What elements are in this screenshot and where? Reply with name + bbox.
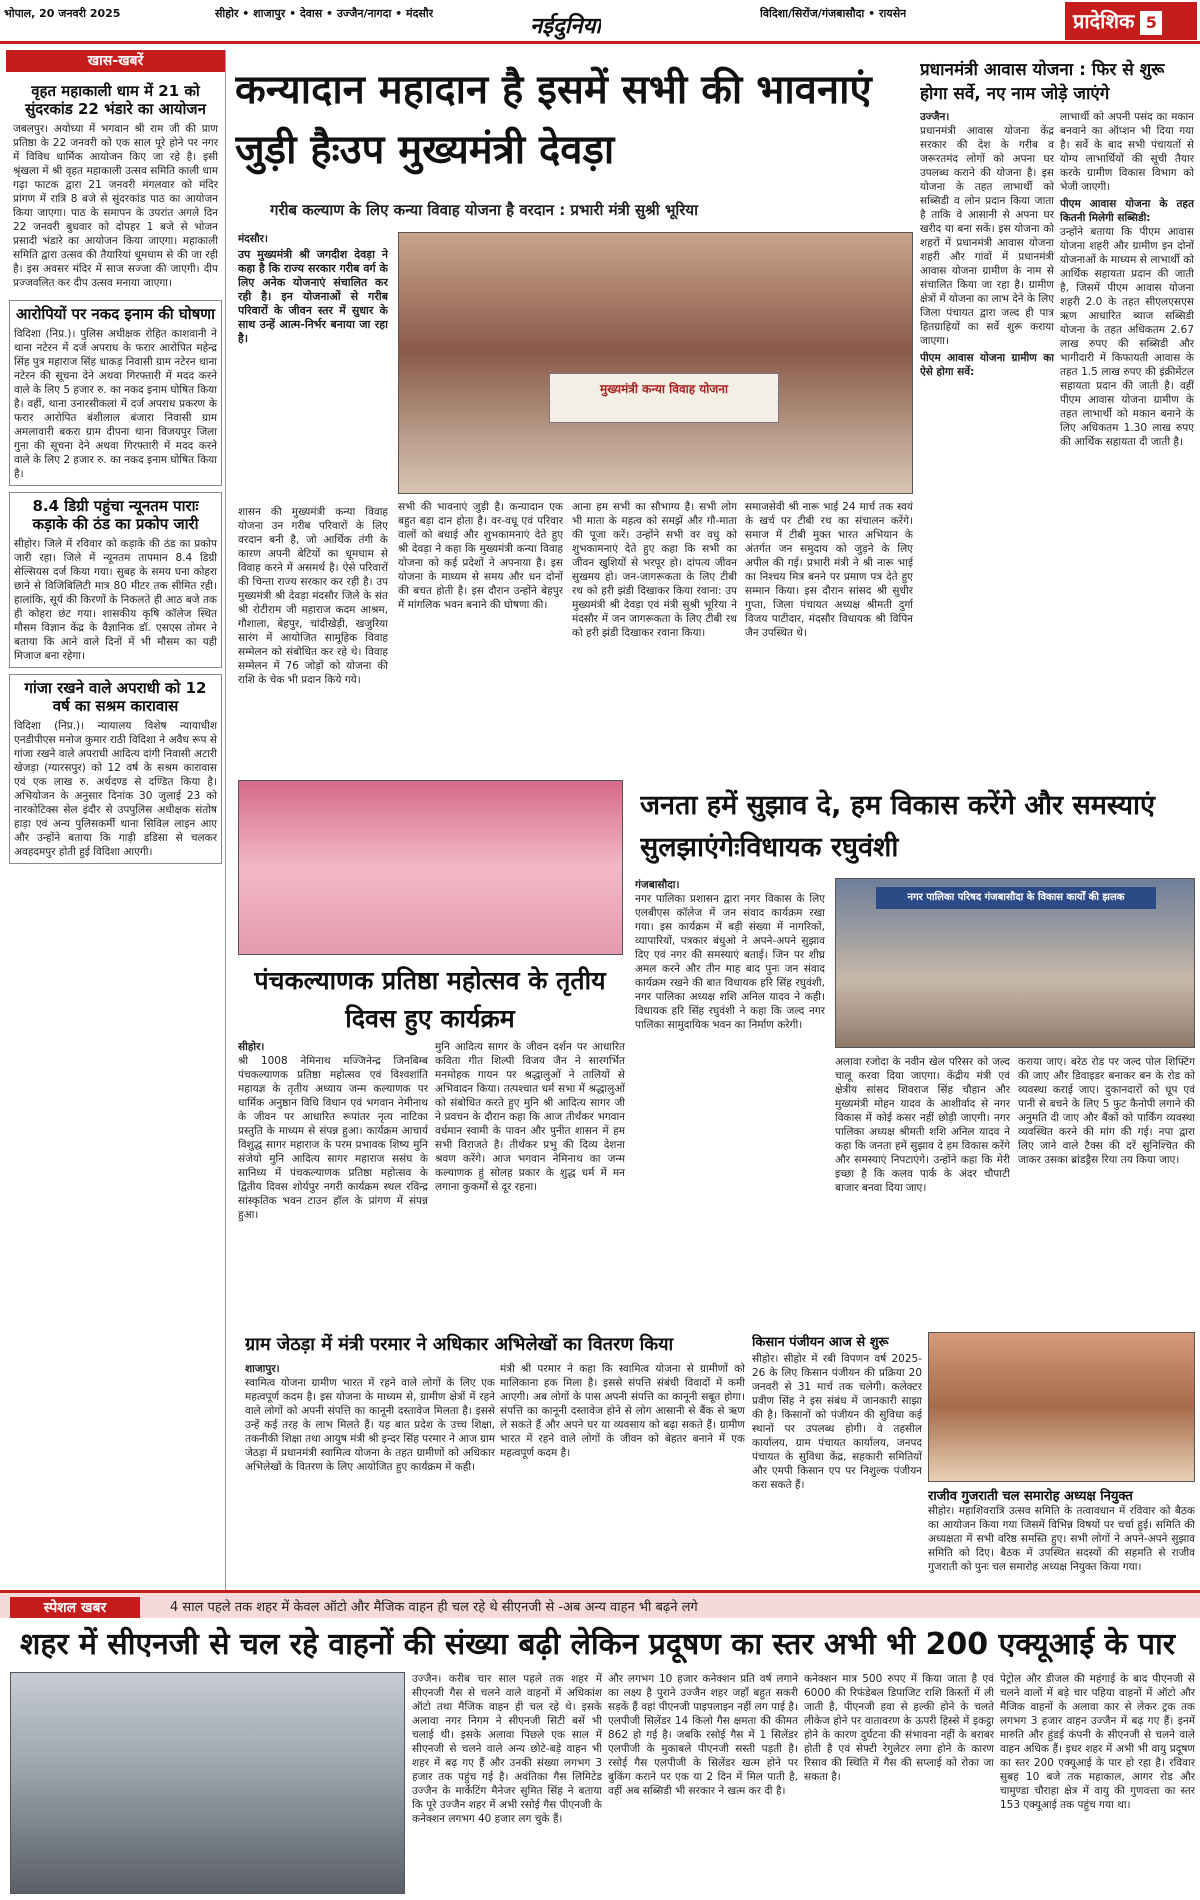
newspaper-logo: नईदुनिया — [530, 14, 602, 39]
lead-body-2: सभी की भावनाएं जुड़ी है। कन्यादान एक बहुत बड़ा दान होता है। वर-वधू एवं परिवार वालों को बधाई और शुभकामनाएं देते हुए श्री देवड़ा ने कहा कि मुख्यमंत्री कन्या विवाह योजना को कई प्रदेशों ने अपनाया है। इस योजना के माध्यम से समय और धन दोनों की बचत होती है। इस दौरान उन्होंने बेहपुर में मांगलिक भवन बनाने की घोषणा की। — [398, 501, 563, 611]
story-box — [9, 78, 222, 294]
janta-banner: नगर पालिका परिषद गंजबासौदा के विकास कार्यों की झलक — [876, 887, 1156, 909]
janta-headline: जनता हमें सुझाव दे, हम विकास करेंगे और समस्याएं सुलझाएंगेःविधायक रघुवंशी — [640, 790, 1155, 863]
section-name: प्रादेशिक — [1073, 9, 1135, 33]
story-body: विदिशा (निप्र.)। न्यायालय विशेष न्यायाधीश एनडीपीएस मनोज कुमार राठी विदिशा ने अवैध रूप से गांजा रखने वाले अपराधी आदित्य दांगी निवासी अटारी खेजड़ा (ग्यारसपुर) को 12 वर्ष के सश्रम कारावास एवं एक लाख रु. अर्थदण्ड से दण्डित किया है। अभियोजन के अनुसार दिनांक 30 जुलाई 23 को नारकोटिक्स सेल इंदौर से उपपुलिस अधीक्षक संतोष हाड़ा एवं अन्य पुलिसकर्मी थाना सिविल लाइन आए और उन्होंने बताया कि गाड़ी डडिसा से चलकर अवहदमपुर होती हुई विदिशा आएगी। — [14, 720, 217, 858]
story-box — [9, 674, 222, 864]
lead-dateline: मंदसौर। — [238, 233, 268, 245]
rajiv-photo — [928, 1332, 1195, 1482]
panch-text-1: श्री 1008 नेमिनाथ मज्जिनेन्द्र जिनबिम्ब पंचकल्याणक प्रतिष्ठा महोत्सव एवं विश्वशांति महायज्ञ के तृतीय अध्याय जन्म कल्याणक पर धार्मिक अनुष्ठान विधि विधान एवं भगवान नेमीनाथ के जीवन पर आधारित रूपांतर नृत्य नाटिका प्रस्तुति के माध्यम से संपन्न हुआ। कार्यक्रम आचार्य विशुद्ध सागर महाराज के परम प्रभावक शिष्य मुनि संजेयो मुनि आदित्य सागर महाराज ससंघ के सानिध्य में पंचकल्याणक प्रतिष्ठा महोत्सव के द्वितीय दिवस शोर्यपुर नगरी कार्यक्रम स्थल रविन्द्र सांस्कृतिक भवन टाउन हॉल के प्रांगण में संपन्न हुआ। — [238, 1055, 428, 1221]
lead-intro-block — [238, 232, 388, 502]
gram-dateline: शाजापुर। — [245, 1363, 280, 1375]
story-title: आरोपियों पर नकद इनाम की घोषणा — [15, 305, 216, 323]
section-tab — [1065, 2, 1197, 40]
special-body-3: कनेक्शन मात्र 500 रुपए में किया जाता है एवं 6000 की रिफंडेबल डिपाजिट राशि किस्तों में ली जाती है, पीएनजी हवा से हल्की होने के चलते लीकेज होने पर वातावरण के ऊपरी हिस्से में इकट्ठा होने के कारण दुर्घटना की संभावना नहीं के बराबर होती है एवं सेफ्टी रेगुलेटर लगा होने के कारण रिसाव की स्थिति में गैस की सप्लाई को रोका जा सकता है। — [804, 1673, 994, 1783]
edition-date: भोपाल, 20 जनवरी 2025 — [4, 7, 121, 20]
panch-body-1 — [238, 1040, 428, 1330]
awas-subhead-1: पीएम आवास योजना ग्रामीण का ऐसे होगा सर्वे: — [920, 352, 1054, 378]
lead-headline: कन्यादान महादान है इसमें सभी की भावनाएं जुड़ी हैःउप मुख्यमंत्री देवड़ा — [235, 67, 872, 173]
lead-photo — [398, 232, 913, 494]
left-column — [6, 50, 226, 1590]
gram-body-1 — [245, 1362, 495, 1584]
story-box — [9, 300, 222, 486]
janta-dateline: गंजबासौदा। — [635, 879, 680, 891]
story-body: जबलपुर। अयोध्या में भगवान श्री राम जी की प्राण प्रतिष्ठा के 22 जनवरी को एक साल पूरे होने पर नगर में विविध धार्मिक आयोजन किए जा रहे है। इसी श्रृंखला में श्री वृहत महाकाली उत्सव समिति काली धाम गढ़ा फाटक द्वारा 21 जनवरी मंगलवार को मंदिर प्रांगण में रात्रि 8 बजे से सुंदरकांड पाठ का आयोजन किया जाएगा। पाठ के समापन के उपरांत अगले दिन 22 जनवरी बुधवार को दोपहर 1 बजे से भोजन प्रसादी भंडारे का आयोजन किया जाएगा। महाकाली समिति द्वारा उत्सव की तैयारियां धूमधाम से की जा रही है। इस अवसर मंदिर में साज सज्जा की जाएगी। दीप प्रज्जवलित कर दीप उत्सव मनाया जाएगा। — [13, 123, 218, 289]
cng-photo — [10, 1672, 405, 1894]
gram-text-1: स्वामित्व योजना ग्रामीण भारत में रहने वाले लोगों के लिए एक महत्वपूर्ण कदम है। इस योजना के माध्यम से, ग्रामीण क्षेत्रों में रहने वाले लोगों को अपनी संपत्ति का कानूनी दस्तावेज मिलता है। इससे उन्हें कई तरह के लाभ मिलते हैं। यह बात प्रदेश के उच्च शिक्षा, तकनीकी शिक्षा तथा आयुष मंत्री श्री इन्दर सिंह परमार ने आज ग्राम जेठड़ा में प्रधानमंत्री स्वामित्व योजना के तहत ग्रामीणों को अधिकार अभिलेखों के वितरण के लिए आयोजित हुए कार्यक्रम में कही। — [245, 1377, 495, 1473]
gram-body-2: मंत्री श्री परमार ने कहा कि स्वामित्व योजना से ग्रामीणों को मालिकाना हक मिला है। इससे संपत्ति संबंधी विवादों में कमी आएगी। अब लोगों के पास अपनी संपत्ति का कानूनी सबूत होगा। संपत्ति का कानूनी दस्तावेज होने से लोग आसानी से बैंक से ऋण ले सकते हैं और अपने घर या व्यवसाय को बढ़ा सकते हैं। ग्रामीण भारत में रहने वाले लोगों के जीवन को बेहतर बनाने में एक महत्वपूर्ण कदम है। — [500, 1363, 745, 1459]
janta-body-2: अलावा रजोदा के नवीन खेल परिसर को जल्द चालू करवा दिया जाएगा। केंद्रीय मंत्री एवं क्षेत्रीय सांसद शिवराज सिंह चौहान और मुख्यमंत्री मोहन यादव के आशीर्वाद से नगर विकास में कोई कसर नहीं छोड़ी जाएगी। नगर पालिका अध्यक्ष श्रीमती शशि अनिल यादव ने कहा कि जनता हमें सुझाव दे हम विकास करेंगे और समस्याएं निपटाएंगे। उन्होंने कहा कि मेरी इच्छा है कि कलव पार्क के अंदर चौपाटी बाजार बनवा दिया जाए। — [835, 1056, 1010, 1194]
story-body: सीहोर। जिले में रविवार को कड़ाके की ठंड का प्रकोप जारी रहा। जिले में न्यूनतम तापमान 8.4 डिग्री सेल्सियस दर्ज किया गया। सुबह के समय घना कोहरा छाने से विजिबिलिटी मात्र 80 मीटर तक सीमित रही। हालांकि, सूर्य की किरणों के निकलते ही आठ बजे तक ही कोहरा छंट गया। शासकीय कृषि कॉलेज स्थित मौसम विज्ञान केंद्र के वैज्ञानिक डॉ. एसएस तोमर ने बताया कि आने वाले दिनों में भी मौसम का यही मिजाज बना रहेगा। — [14, 538, 217, 662]
story-title: गांजा रखने वाले अपराधी को 12 वर्ष का सश्रम कारावास — [24, 679, 207, 715]
lead-body-3: आना हम सभी का सौभाग्य है। सभी लोग भी माता के महत्व को समझें और गौ-माता की पूजा करें। उन्होंने सभी वर वधु को शुभकामनाएं देते हुए कहा कि सभी का जीवन खुशियों से भरपूर हो। दांपत्य जीवन सुखमय हो। जन-जागरूकता के लिए टीबी रथ को हरी झंडी दिखाकर किया रवाना: उप मुख्यमंत्री श्री देवड़ा एवं मंत्री सुश्री भूरिया ने मंदसौर में जन जागरूकता के लिए टीबी रथ को हरी झंडी दिखाकर रवाना किया। — [572, 501, 737, 639]
special-tag: स्पेशल खबर — [10, 1597, 140, 1618]
story-body: विदिशा (निप्र.)। पुलिस अधीक्षक रोहित काशवानी ने थाना नटेरन में दर्ज अपराध के फरार आरोपित महेन्द्र सिंह पुत्र महाराज सिंह धाकड़ निवासी ग्राम नटेरन थाना नटेरन की सूचना देने अथवा गिरफ्तारी में मदद करने वाले के लिए 5 हजार रु. का नकद इनाम घोषित किया है। वहीं, थाना उनारसीकलां में दर्ज अपराध प्रकरण के फरार आरोपित बंशीलाल बंजारा निवासी ग्राम अमलावारी बकरा ग्राम दीपना थाना विजयपुर जिला गुना की सूचना देने अथवा गिरफ्तारी में मदद करने वाले के लिए 2 हजार रु. का नकद इनाम घोषित किया है। — [14, 328, 217, 480]
khaas-khabren-tag: खास-खबरें — [6, 50, 225, 72]
story-title: 8.4 डिग्री पहुंचा न्यूनतम पाराः कड़ाके की ठंड का प्रकोप जारी — [32, 497, 199, 533]
awas-headline: प्रधानमंत्री आवास योजना : फिर से शुरू होगा सर्वे, नए नाम जोड़े जाएंगे — [920, 60, 1165, 104]
kisan-headline: किसान पंजीयन आज से शुरू — [752, 1335, 889, 1350]
awas-body-3: उन्होंने बताया कि पीएम आवास योजना शहरी और ग्रामीण इन दोनों योजनाओं के माध्यम से लाभार्थी को आर्थिक सहायता प्रदान की जाती है, जिसमें पीएम आवास योजना शहरी 2.0 के तहत सीएलएसएस ऋण आधारित ब्याज सब्सिडी योजना के तहत अधिकतम 2.67 लाख रुपए की सब्सिडी और भागीदारी में किफायती आवास के तहत 1.5 लाख रुपए की इंक्रीमेंटल सहायता प्रदान की जाती है। वहीं पीएम आवास योजना ग्रामीण के तहत लाभार्थी को मकान बनाने के लिए अधिकतम 1.30 लाख रुपए की आर्थिक सहायता दी जाती है। — [1060, 226, 1194, 448]
edition-cities-right: विदिशा/सिरोंज/गंजबासौदा • रायसेन — [760, 7, 907, 20]
cheque-board: मुख्यमंत्री कन्या विवाह योजना — [549, 373, 779, 423]
lead-body-1: शासन की मुख्यमंत्री कन्या विवाह योजना उन गरीब परिवारों के लिए वरदान बनी है, जो आर्थिक तंगी के कारण अपनी बेटियों का धूमधाम से विवाह करने में असमर्थ है। ऐसे परिवारों की चिन्ता राज्य सरकार कर रही है। उप मुख्यमंत्री श्री देवड़ा मंदसौर जिले के संत श्री रोटीराम जी महाराज कदम आश्रम, गौशाला, बेहपुर, चांदीखेड़ी, खजुरिया सारंग में आयोजित सामूहिक विवाह सम्मेलन को संबोधित कर रहे थे। विवाह सम्मेलन में 76 जोड़ों को योजना की राशि के चेक भी प्रदान किये गये। — [238, 506, 388, 686]
janta-text-1: नगर पालिका प्रशासन द्वारा नगर विकास के लिए एलबीएस कॉलेज में जन संवाद कार्यक्रम रखा गया। इस कार्यक्रम में बड़ी संख्या में नागरिकों, व्यापारियों, पत्रकार बंधुओ ने अपने-अपने सुझाव दिए एवं नगर की समस्याएं बताई। जिन पर शीघ्र अमल करने और तीन माह बाद पुनः जन संवाद कार्यक्रम रखने की बात विधायक हरि सिंह रघुवंशी, नगर पालिका अध्यक्ष शशि अनिल यादव ने कही। विधायक हरि सिंह रघुवंशी ने कहा कि जल्द नगर पालिका सामुदायिक भवन का निर्माण करेगी। — [635, 893, 825, 1031]
janta-body-1 — [635, 878, 825, 1326]
panch-dateline: सीहोर। — [238, 1041, 265, 1053]
special-strap: 4 साल पहले तक शहर में केवल ऑटो और मैजिक वाहन ही चल रहे थे सीएनजी से -अब अन्य वाहन भी बढ़ने लगे — [170, 1600, 698, 1615]
awas-story — [920, 110, 1195, 800]
lead-body-4: समाजसेवी श्री नारू भाई 24 मार्च तक स्वयं के खर्च पर टीबी रथ का संचालन करेंगे। समाज में टीबी मुक्त भारत अभियान के अंतर्गत जन समुदाय को जुड़ने के लिए अपील की गई। प्रभारी मंत्री ने श्री नारू भाई का निश्चय मित्र बनने पर प्रमाण पत्र देते हुए सम्मान किया। इस दौरान सांसद श्री सुधीर गुप्ता, जिला पंचायत अध्यक्ष श्रीमती दुर्गा विजय पाटीदार, मंदसौर विधायक श्री विपिन जैन उपस्थित थे। — [745, 501, 913, 639]
rajiv-headline: राजीव गुजराती चल समारोह अध्यक्ष नियुक्त — [928, 1489, 1133, 1504]
special-body-1: उज्जैन। करीब चार साल पहले तक शहर में सीएनजी गैस से चलने वाले वाहनों में अधिकांश ऑटो तथा मैजिक वाहन ही चल रहे थे। इसके अलावा नगर निगम ने सीएनजी सिटी बसें भी चलाई थी। इसके अलावा पिछले एक साल में सीएनजी से चलने वाले अन्य छोटे-बड़े वाहन भी शहर में बढ़ गए हैं और उनकी संख्या लगभग 3 हजार तक पहुंच गई है। अवंतिका गैस लिमिटेड उज्जैन के मार्केटिंग मैनेजर सुमित सिंह ने बताया कि पूरे उज्जैन शहर में अभी रसोई गैस पीएनजी के कनेक्शन लगभग 40 हजार लग चुके हैं। — [412, 1673, 602, 1825]
awas-subhead-2: पीएम आवास योजना के तहत कितनी मिलेगी सब्सिडी: — [1060, 198, 1194, 224]
rajiv-body: सीहोर। महाशिवरात्रि उत्सव समिति के तत्वावधान में रविवार को बैठक का आयोजन किया गया जिसमें विभिन्न विषयों पर चर्चा हुई। समिति की अध्यक्षता में सभी वरिष्ठ समस्ति हुए। सभी लोगों ने अपने-अपने सुझाव समिति को दिए। बैठक में उपस्थित सदस्यों की सहमति से राजीव गुजराती को पुनः चल समारोह अध्यक्ष नियुक्त किया गया। — [928, 1505, 1195, 1573]
special-body-2: और लगभग 10 हजार कनेक्शन प्रति वर्ष लगाने का लक्ष्य है पुराने उज्जैन शहर जहाँ बहुत सकरी सड़कें हैं वहां पीएनजी पाइपलाइन नहीं लग पाई है। एलपीजी सिलेंडर 14 किलो गैस क्षमता की कीमत 862 हो गई है। जबकि रसोई गैस में 1 सिलेंडर एलपीजी के मुकाबले पीएनजी सस्ती पड़ती है। रसोई गैस एलपीजी के सिलेंडर खत्म होने पर बुकिंग कराने पर एक या 2 दिन में मिल पाती है, वहीं अब सब्सिडी भी सरकार ने खत्म कर दी है। — [608, 1673, 798, 1797]
page-number: 5 — [1140, 11, 1162, 35]
panch-headline: पंचकल्याणक प्रतिष्ठा महोत्सव के तृतीय दिवस हुए कार्यक्रम — [254, 966, 606, 1033]
kisan-body: सीहोर। सीहोर में रबी विपणन वर्ष 2025-26 के लिए किसान पंजीयन की प्रक्रिया 20 जनवरी से 31 मार्च तक चलेगी। कलेक्टर प्रवीण सिंह ने इस संबंध में जानकारी साझा की है। किसानों को पंजीयन की सुविधा कई स्थानों पर उपलब्ध होगी। वे तहसील कार्यालय, ग्राम पंचायत कार्यालय, जनपद पंचायत के सुविधा केंद्र, सहकारी समितियों और एमपी किसान एप पर निशुल्क पंजीयन करा सकते हैं। — [752, 1353, 922, 1491]
janta-photo — [835, 878, 1195, 1048]
special-body-4: पेट्रोल और डीजल की महंगाई के बाद पीएनजी से चलने वालों में बड़े चार पहिया वाहनों में ऑटो और मैजिक वाहनों के अलावा कार से लेकर ट्रक तक लगभग 3 हजार वाहन उज्जैन में बढ़ गए हैं। इनमें मारुति और हुंडई कंपनी के सीएनजी से चलने वाले वाहन अधिक हैं। इधर शहर में अभी भी वायु प्रदूषण का स्तर 200 एक्यूआई के पार हो रहा है। रविवार सुबह 10 बजे तक महाकाल, आगर रोड और चामुण्डा चौराहा क्षेत्र में वायु की गुणवत्ता का स्तर 153 एक्यूआई तक पहुंच गया था। — [1000, 1673, 1195, 1811]
awas-body-1: प्रधानमंत्री आवास योजना केंद्र सरकार की देश के गरीब व जरूरतमंद लोगों को अपना घर उपलब्ध कराने की योजना है। इस योजना के तहत लाभार्थी को सब्सिडी व लोन प्रदान किया जाता है ताकि वे आसानी से अपना घर खरीद या बना सकें। इस योजना को शहरों में प्रधानमंत्री आवास योजना शहरी और गांवों में प्रधानमंत्री आवास योजना ग्रामीण के नाम से संचालित किया जा रहा है। ग्रामीण क्षेत्रों में योजना का लाभ देने के लिए जिला पंचायत द्वारा जल्द ही पात्र हितग्राहियों का सर्वे शुरू कराया जाएगा। — [920, 125, 1054, 347]
panch-photo — [238, 780, 623, 955]
story-title: वृहत महाकाली धाम में 21 को सुंदरकांड 22 भंडारे का आयोजन — [25, 82, 206, 118]
story-box — [9, 492, 222, 668]
janta-body-3: कराया जाए। बरेठ रोड पर जल्द पोल शिफ्टिंग की जाए और डिवाइडर बनाकर बन के रोड को व्यवस्था कराई जाए। दुकानदारों को धूप एवं पानी से बचने के लिए 5 फुट कैनोपी लगाने की अनुमति दी जाए और बैंकों को पार्किंग व्यवस्था व्यवस्थित करने की मांग की गई। नपा द्वारा लिए जाने वाले टैक्स की दरें सुनिश्चित की जाकर उसका ब्रांडड्रैस रिया तय किया जाए। — [1018, 1056, 1195, 1166]
awas-dateline: उज्जैन। — [920, 111, 950, 123]
awas-body-2: लाभार्थी को अपनी पसंद का मकान बनवाने का ऑप्शन भी दिया गया है। सर्वे के बाद सभी पंचायतों से योग्य लाभार्थियों की सूची तैयार करके ग्रामीण विकास विभाग को भेजी जाएगी। — [1060, 111, 1194, 193]
special-headline: शहर में सीएनजी से चल रहे वाहनों की संख्या बढ़ी लेकिन प्रदूषण का स्तर अभी भी 200 एक्यूआई के पार — [20, 1627, 1176, 1662]
special-bar — [0, 1590, 1200, 1618]
lead-intro: उप मुख्यमंत्री श्री जगदीश देवड़ा ने कहा है कि राज्य सरकार गरीब वर्ग के लिए अनेक योजनाएं संचालित कर रही है। इन योजनाओं से गरीब परिवारों के जीवन स्तर में सुधार के साथ उन्हें आत्म-निर्भर बनाया जा रहा है। — [238, 248, 388, 345]
edition-cities-left: सीहोर • शाजापुर • देवास • उज्जैन/नागदा • मंदसौर — [215, 7, 434, 20]
gram-headline: ग्राम जेठड़ा में मंत्री परमार ने अधिकार अभिलेखों का वितरण किया — [245, 1334, 674, 1355]
lead-subhead: गरीब कल्याण के लिए कन्या विवाह योजना है वरदान : प्रभारी मंत्री सुश्री भूरिया — [270, 201, 698, 219]
masthead-bar — [0, 0, 1200, 44]
panch-body-2: मुनि आदित्य सागर के जीवन दर्शन पर आधारित कविता गीत शिल्पी विजय जैन ने सारगर्भित मनमोहक गायन पर श्रद्धालुओं ने तालियों से अभिवादन किया। तत्पश्चात धर्म सभा में श्रद्धालुओं को संबोधित करते हुए मुनि श्री आदित्य सागर जी ने प्रवचन के दौरान कहा कि आज तीर्थंकर भगवान वर्धमान स्वामी के पावन और पुनीत शासन में हम सभी विराजते है। तीर्थंकर प्रभु की दिव्य देशना श्रवण करेंगे। आज भगवान नेमिनाथ का जन्म कल्याणक हुं सोलह प्रकार के शुद्ध धर्म में मन लगाना कुकर्मों से दूर रहना। — [435, 1041, 625, 1193]
